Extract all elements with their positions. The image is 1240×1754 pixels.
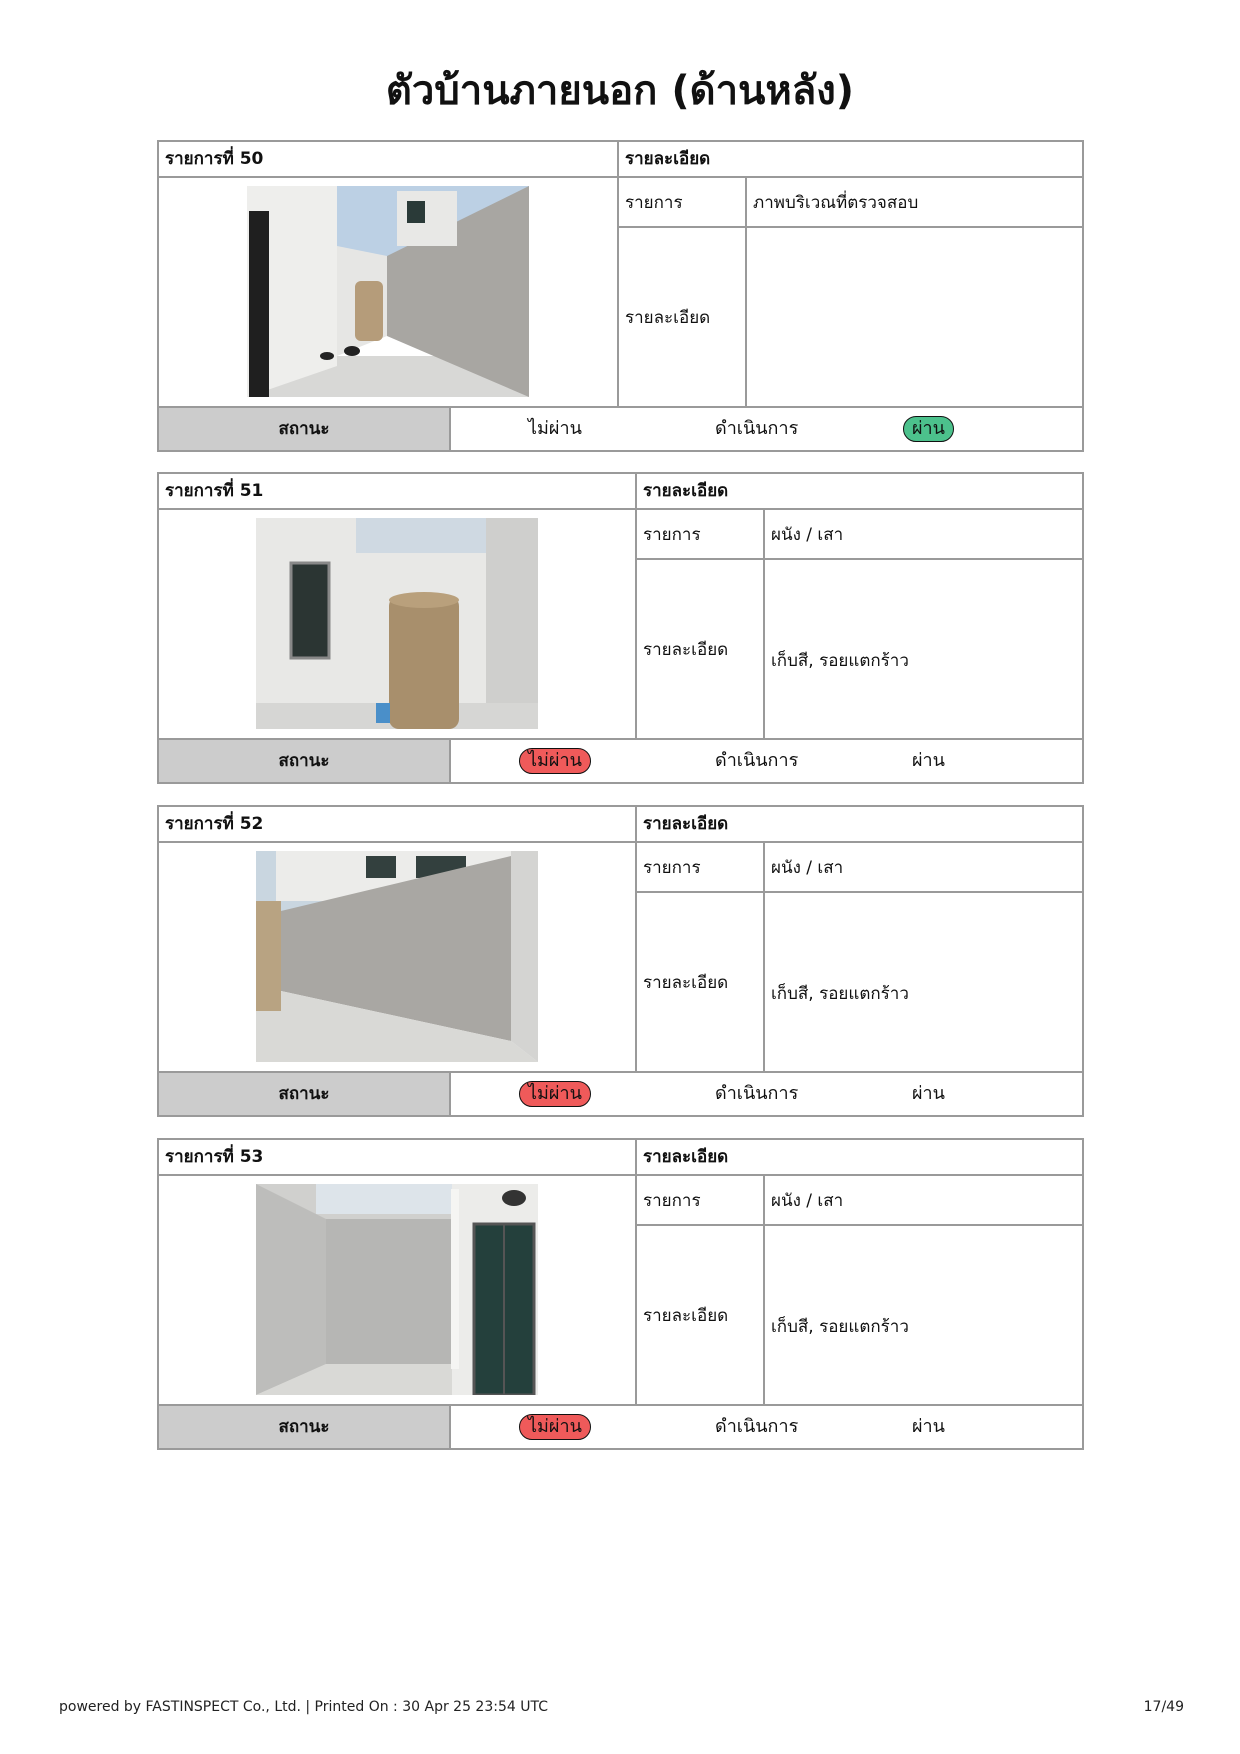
status-row <box>159 740 1082 782</box>
item-heading: รายการที่ 53 <box>165 1147 264 1167</box>
photo-wall-sliding-door-icon <box>256 1184 538 1395</box>
inspection-photo[interactable] <box>256 518 538 729</box>
detail-cell <box>635 510 1082 738</box>
detail-label: รายละเอียด <box>619 228 747 406</box>
detail-row-detail <box>637 1226 1082 1404</box>
item-heading: รายการที่ 50 <box>165 149 264 169</box>
detail-label: รายละเอียด <box>637 1226 765 1404</box>
status-label: สถานะ <box>159 1073 451 1115</box>
item-header-row <box>159 807 1082 843</box>
detail-header: รายละเอียด <box>635 474 1082 508</box>
item-heading: รายการที่ 51 <box>165 481 264 501</box>
item-header-row <box>159 474 1082 510</box>
status-option-pass[interactable]: ผ่าน <box>912 1083 945 1104</box>
page-number: 17/49 <box>1143 1699 1184 1715</box>
status-option-in-progress[interactable]: ดำเนินการ <box>715 1416 799 1437</box>
detail-header: รายละเอียด <box>617 142 1082 176</box>
status-option-pass[interactable]: ผ่าน <box>912 750 945 771</box>
photo-boundary-wall-icon <box>256 851 538 1062</box>
page-title: ตัวบ้านภายนอก (ด้านหลัง) <box>385 68 855 114</box>
status-option-pass[interactable]: ผ่าน <box>912 1416 945 1437</box>
status-row <box>159 1073 1082 1115</box>
photo-cell <box>159 1176 635 1404</box>
item-body-row <box>159 1176 1082 1406</box>
photo-cell <box>159 510 635 738</box>
detail-row-item <box>619 178 1082 228</box>
inspection-item-52 <box>157 805 1084 1117</box>
detail-row-detail <box>637 560 1082 738</box>
status-label: สถานะ <box>159 740 451 782</box>
inspection-photo[interactable] <box>247 186 529 397</box>
item-value: ผนัง / เสา <box>771 524 844 545</box>
detail-row-item <box>637 1176 1082 1226</box>
item-label: รายการ <box>637 1176 765 1224</box>
item-value: ผนัง / เสา <box>771 857 844 878</box>
detail-value: เก็บสี, รอยแตกร้าว <box>771 1316 909 1337</box>
item-value: ภาพบริเวณที่ตรวจสอบ <box>753 192 919 213</box>
item-label: รายการ <box>637 843 765 891</box>
status-option-fail[interactable]: ไม่ผ่าน <box>519 1081 591 1107</box>
status-option-in-progress[interactable]: ดำเนินการ <box>715 1083 799 1104</box>
status-option-in-progress[interactable]: ดำเนินการ <box>715 750 799 771</box>
item-value: ผนัง / เสา <box>771 1190 844 1211</box>
status-option-in-progress[interactable]: ดำเนินการ <box>715 418 799 439</box>
item-body-row <box>159 178 1082 408</box>
status-label: สถานะ <box>159 408 451 450</box>
item-body-row <box>159 843 1082 1073</box>
inspection-item-50 <box>157 140 1084 452</box>
detail-cell <box>635 1176 1082 1404</box>
status-option-fail[interactable]: ไม่ผ่าน <box>528 418 582 439</box>
status-label: สถานะ <box>159 1406 451 1448</box>
inspection-photo[interactable] <box>256 851 538 1062</box>
item-header-row <box>159 1140 1082 1176</box>
detail-value <box>747 228 1082 406</box>
inspection-item-51 <box>157 472 1084 784</box>
inspection-item-53 <box>157 1138 1084 1450</box>
detail-label: รายละเอียด <box>637 560 765 738</box>
photo-side-yard-tank-icon <box>247 186 529 397</box>
photo-tank-corner-icon <box>256 518 538 729</box>
detail-row-detail <box>637 893 1082 1071</box>
status-row <box>159 408 1082 450</box>
detail-value: เก็บสี, รอยแตกร้าว <box>771 650 909 671</box>
item-header-row <box>159 142 1082 178</box>
footer-printed-info: powered by FASTINSPECT Co., Ltd. | Printed On : 30 Apr 25 23:54 UTC <box>59 1699 548 1715</box>
item-body-row <box>159 510 1082 740</box>
detail-row-item <box>637 843 1082 893</box>
photo-cell <box>159 178 617 406</box>
item-label: รายการ <box>637 510 765 558</box>
detail-cell <box>617 178 1082 406</box>
item-heading: รายการที่ 52 <box>165 814 264 834</box>
status-option-fail[interactable]: ไม่ผ่าน <box>519 748 591 774</box>
status-option-fail[interactable]: ไม่ผ่าน <box>519 1414 591 1440</box>
inspection-photo[interactable] <box>256 1184 538 1395</box>
detail-row-item <box>637 510 1082 560</box>
detail-label: รายละเอียด <box>637 893 765 1071</box>
status-row <box>159 1406 1082 1448</box>
photo-cell <box>159 843 635 1071</box>
detail-header: รายละเอียด <box>635 1140 1082 1174</box>
detail-value: เก็บสี, รอยแตกร้าว <box>771 983 909 1004</box>
detail-header: รายละเอียด <box>635 807 1082 841</box>
item-label: รายการ <box>619 178 747 226</box>
detail-row-detail <box>619 228 1082 406</box>
status-option-pass[interactable]: ผ่าน <box>903 416 954 442</box>
detail-cell <box>635 843 1082 1071</box>
